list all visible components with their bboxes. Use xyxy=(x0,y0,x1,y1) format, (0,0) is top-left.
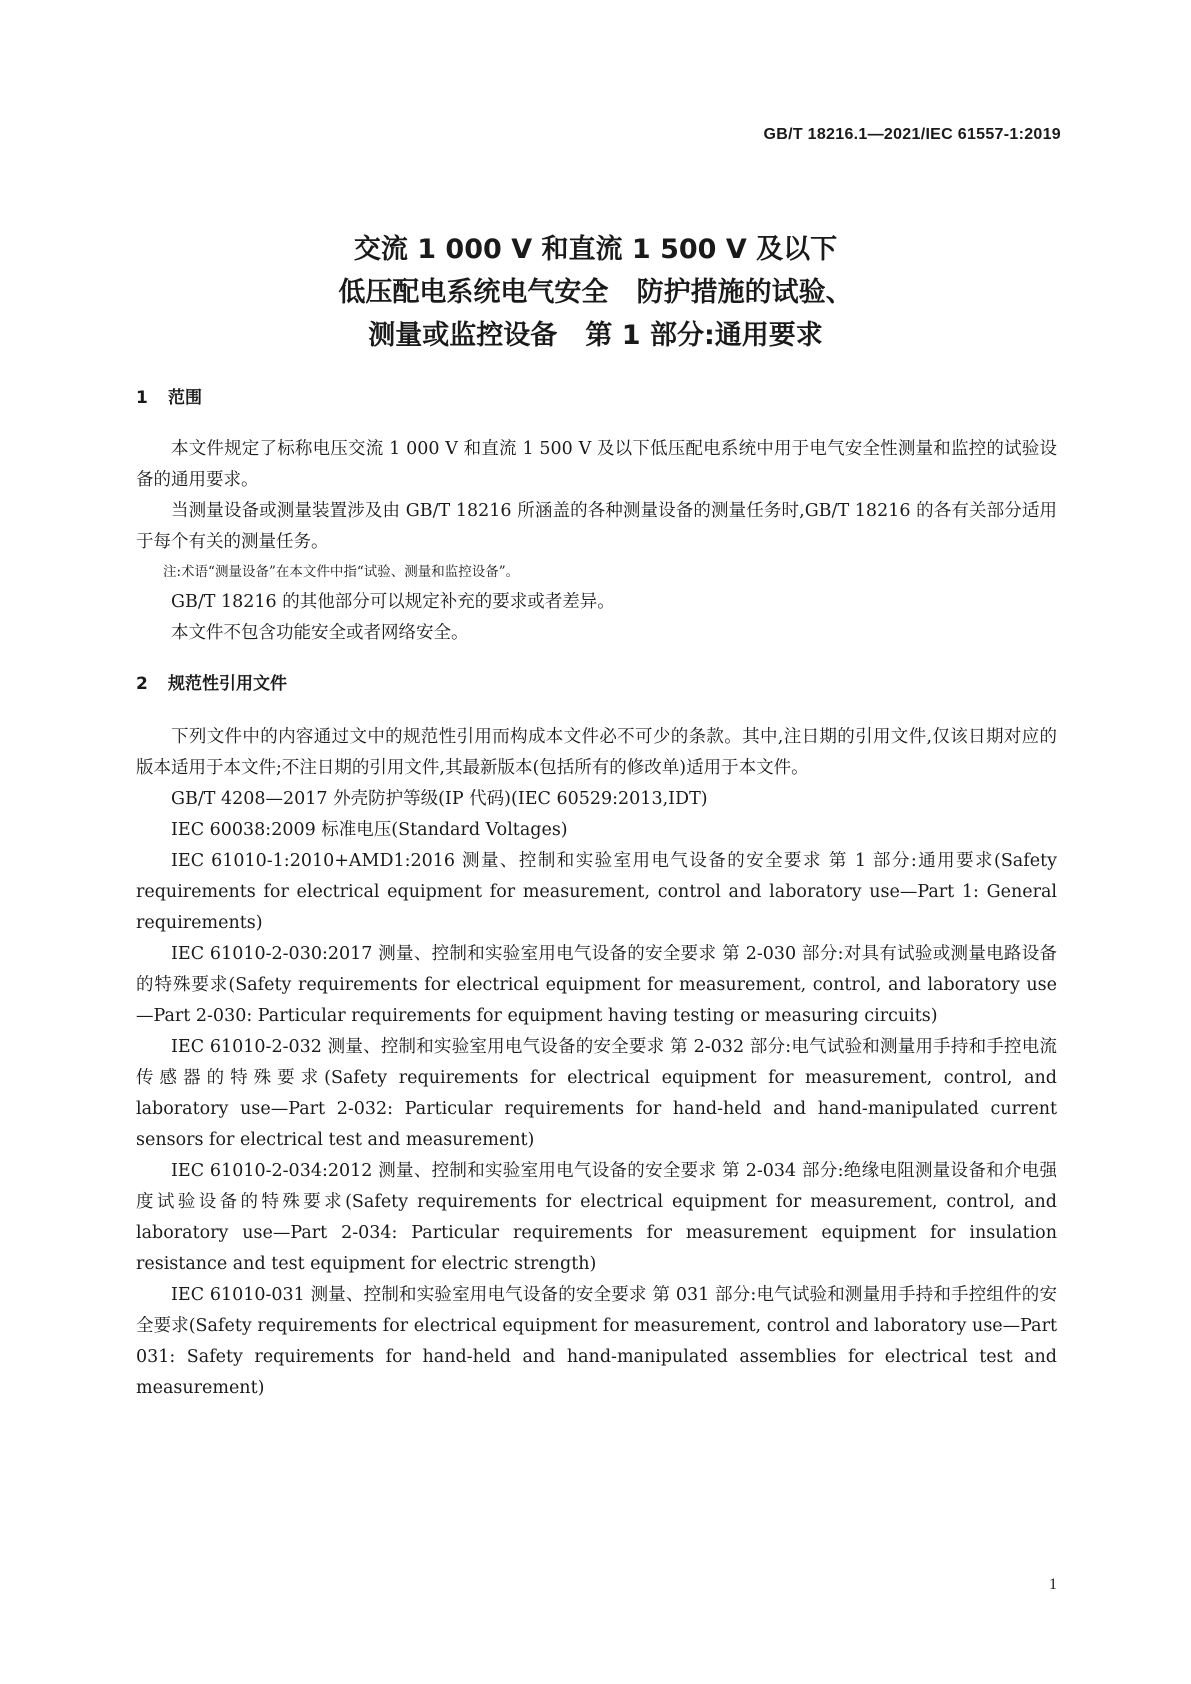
standard-code: GB/T 18216.1—2021/IEC 61557-1:2019 xyxy=(763,126,1061,143)
section-2-title: 规范性引用文件 xyxy=(168,674,287,694)
reference-item: IEC 61010-2-032 测量、控制和实验室用电气设备的安全要求 第 2-032 部分:电气试验和测量用手持和手控电流传感器的特殊要求(Safety requirements for electrical equipment for measurement, control, and laboratory use—Part 2-032: Particular requirements for hand-held and hand-manipulated current sensors for electrical test and measurement) xyxy=(136,1037,1057,1150)
section-2-body xyxy=(136,722,1057,1404)
reference-item: GB/T 4208—2017 外壳防护等级(IP 代码)(IEC 60529:2013,IDT) xyxy=(171,789,708,809)
section-1-heading xyxy=(136,383,202,408)
reference-item: IEC 61010-031 测量、控制和实验室用电气设备的安全要求 第 031 部分:电气试验和测量用手持和手控组件的安全要求(Safety requirements for electrical equipment for measurement, control and laboratory use—Part 031: Safety requirements for hand-held and hand-manipulated assemblies for electrical test and measurement) xyxy=(136,1285,1057,1398)
section-2-heading xyxy=(136,669,287,694)
reference-item: IEC 61010-1:2010+AMD1:2016 测量、控制和实验室用电气设备的安全要求 第 1 部分:通用要求(Safety requirements for electrical equipment for measurement, control and laboratory use—Part 1: General requirements) xyxy=(136,851,1057,933)
paragraph: 本文件不包含功能安全或者网络安全。 xyxy=(171,623,469,643)
section-1-number: 1 xyxy=(136,388,148,408)
reference-item: IEC 61010-2-030:2017 测量、控制和实验室用电气设备的安全要求 第 2-030 部分:对具有试验或测量电路设备的特殊要求(Safety requirements for electrical equipment for measurement, control, and laboratory use—Part 2-030: Particular requirements for equipment having testing or measuring circuits) xyxy=(136,944,1057,1026)
document-title xyxy=(0,228,1191,357)
title-line-1: 交流 1 000 V 和直流 1 500 V 及以下 xyxy=(353,234,838,265)
title-line-3: 测量或监控设备 第 1 部分:通用要求 xyxy=(368,320,823,351)
note: 注:术语“测量设备”在本文件中指“试验、测量和监控设备”。 xyxy=(163,564,520,580)
reference-item: IEC 61010-2-034:2012 测量、控制和实验室用电气设备的安全要求 第 2-034 部分:绝缘电阻测量设备和介电强度试验设备的特殊要求(Safety requirements for electrical equipment for measurement, control, and laboratory use—Part 2-034: Particular requirements for measurement equipment for insulation resistance and test equipment for electric strength) xyxy=(136,1161,1057,1274)
section-2-number: 2 xyxy=(136,674,148,694)
paragraph: 当测量设备或测量装置涉及由 GB/T 18216 所涵盖的各种测量设备的测量任务时,GB/T 18216 的各有关部分适用于每个有关的测量任务。 xyxy=(136,501,1057,552)
section-1-title: 范围 xyxy=(168,388,202,408)
paragraph: 下列文件中的内容通过文中的规范性引用而构成本文件必不可少的条款。其中,注日期的引用文件,仅该日期对应的版本适用于本文件;不注日期的引用文件,其最新版本(包括所有的修改单)适用于本文件。 xyxy=(136,727,1057,778)
page-number: 1 xyxy=(1049,1576,1057,1593)
section-1-body xyxy=(136,434,1057,649)
paragraph: 本文件规定了标称电压交流 1 000 V 和直流 1 500 V 及以下低压配电系统中用于电气安全性测量和监控的试验设备的通用要求。 xyxy=(136,439,1057,490)
paragraph: GB/T 18216 的其他部分可以规定补充的要求或者差异。 xyxy=(171,592,615,612)
title-line-2: 低压配电系统电气安全 防护措施的试验、 xyxy=(338,277,853,308)
reference-item: IEC 60038:2009 标准电压(Standard Voltages) xyxy=(171,820,568,840)
